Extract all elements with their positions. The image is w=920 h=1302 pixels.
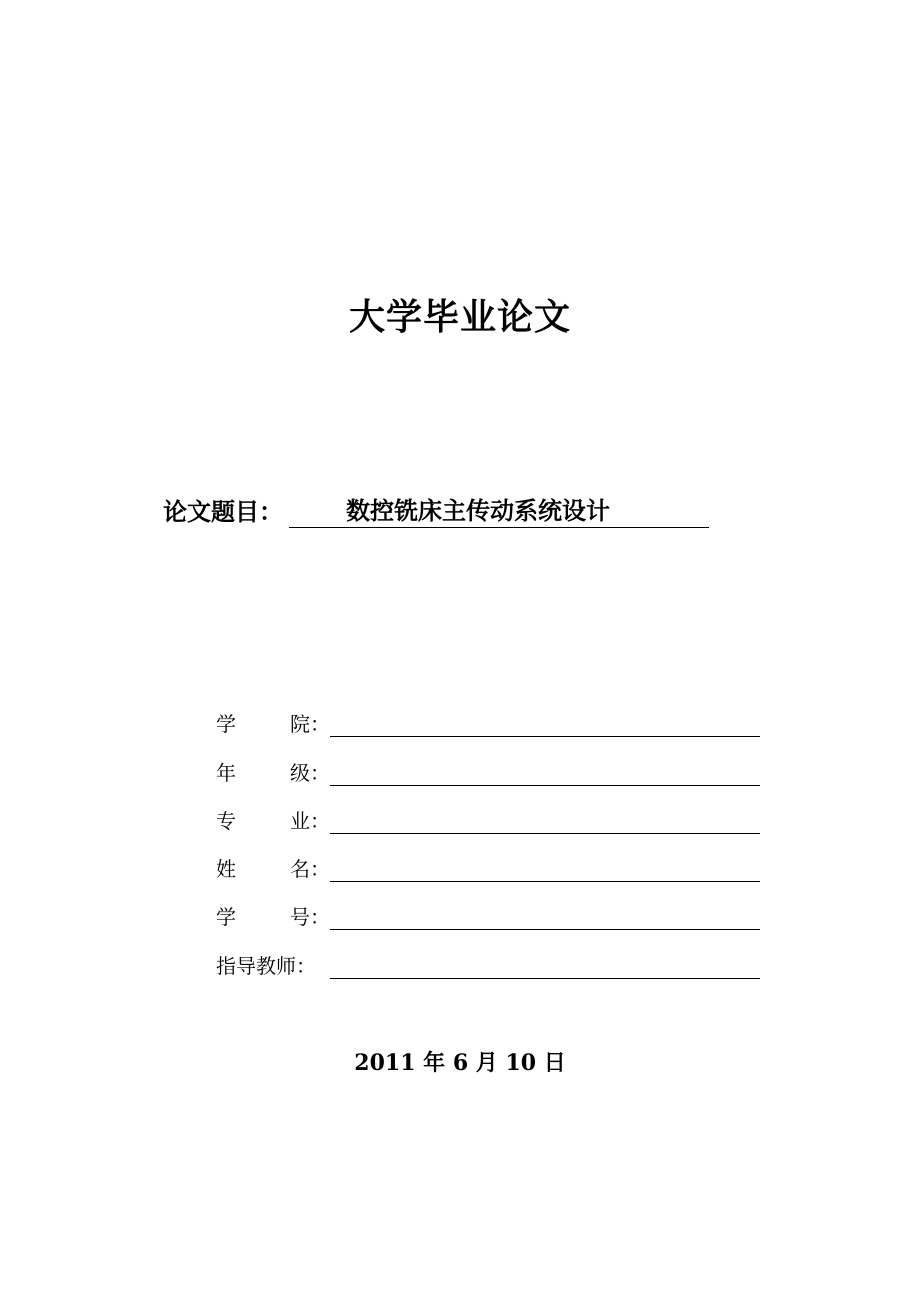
name-field: [216, 852, 760, 882]
page-title: 大学毕业论文: [348, 297, 571, 338]
name-label: 姓 名：: [216, 857, 330, 881]
grade-label: 年 级：: [216, 761, 330, 785]
student-id-field: [216, 900, 760, 930]
advisor-value-line: [330, 954, 760, 979]
major-value-line: [330, 809, 760, 834]
submission-date: 2011 年 6 月 10 日: [354, 1050, 566, 1076]
topic-value: 数控铣床主传动系统设计: [289, 495, 709, 528]
college-value-line: [330, 712, 760, 737]
major-field: [216, 804, 760, 834]
thesis-topic: [163, 494, 709, 528]
student-id-label: 学 号：: [216, 905, 330, 929]
advisor-label: 指导教师：: [216, 954, 316, 978]
student-id-value-line: [330, 905, 760, 930]
grade-value-line: [330, 761, 760, 786]
grade-field: [216, 756, 760, 786]
college-label: 学 院：: [216, 712, 330, 736]
advisor-field: [216, 949, 760, 979]
topic-label: 论文题目：: [163, 498, 283, 526]
name-value-line: [330, 857, 760, 882]
college-field: [216, 707, 760, 737]
major-label: 专 业：: [216, 809, 330, 833]
